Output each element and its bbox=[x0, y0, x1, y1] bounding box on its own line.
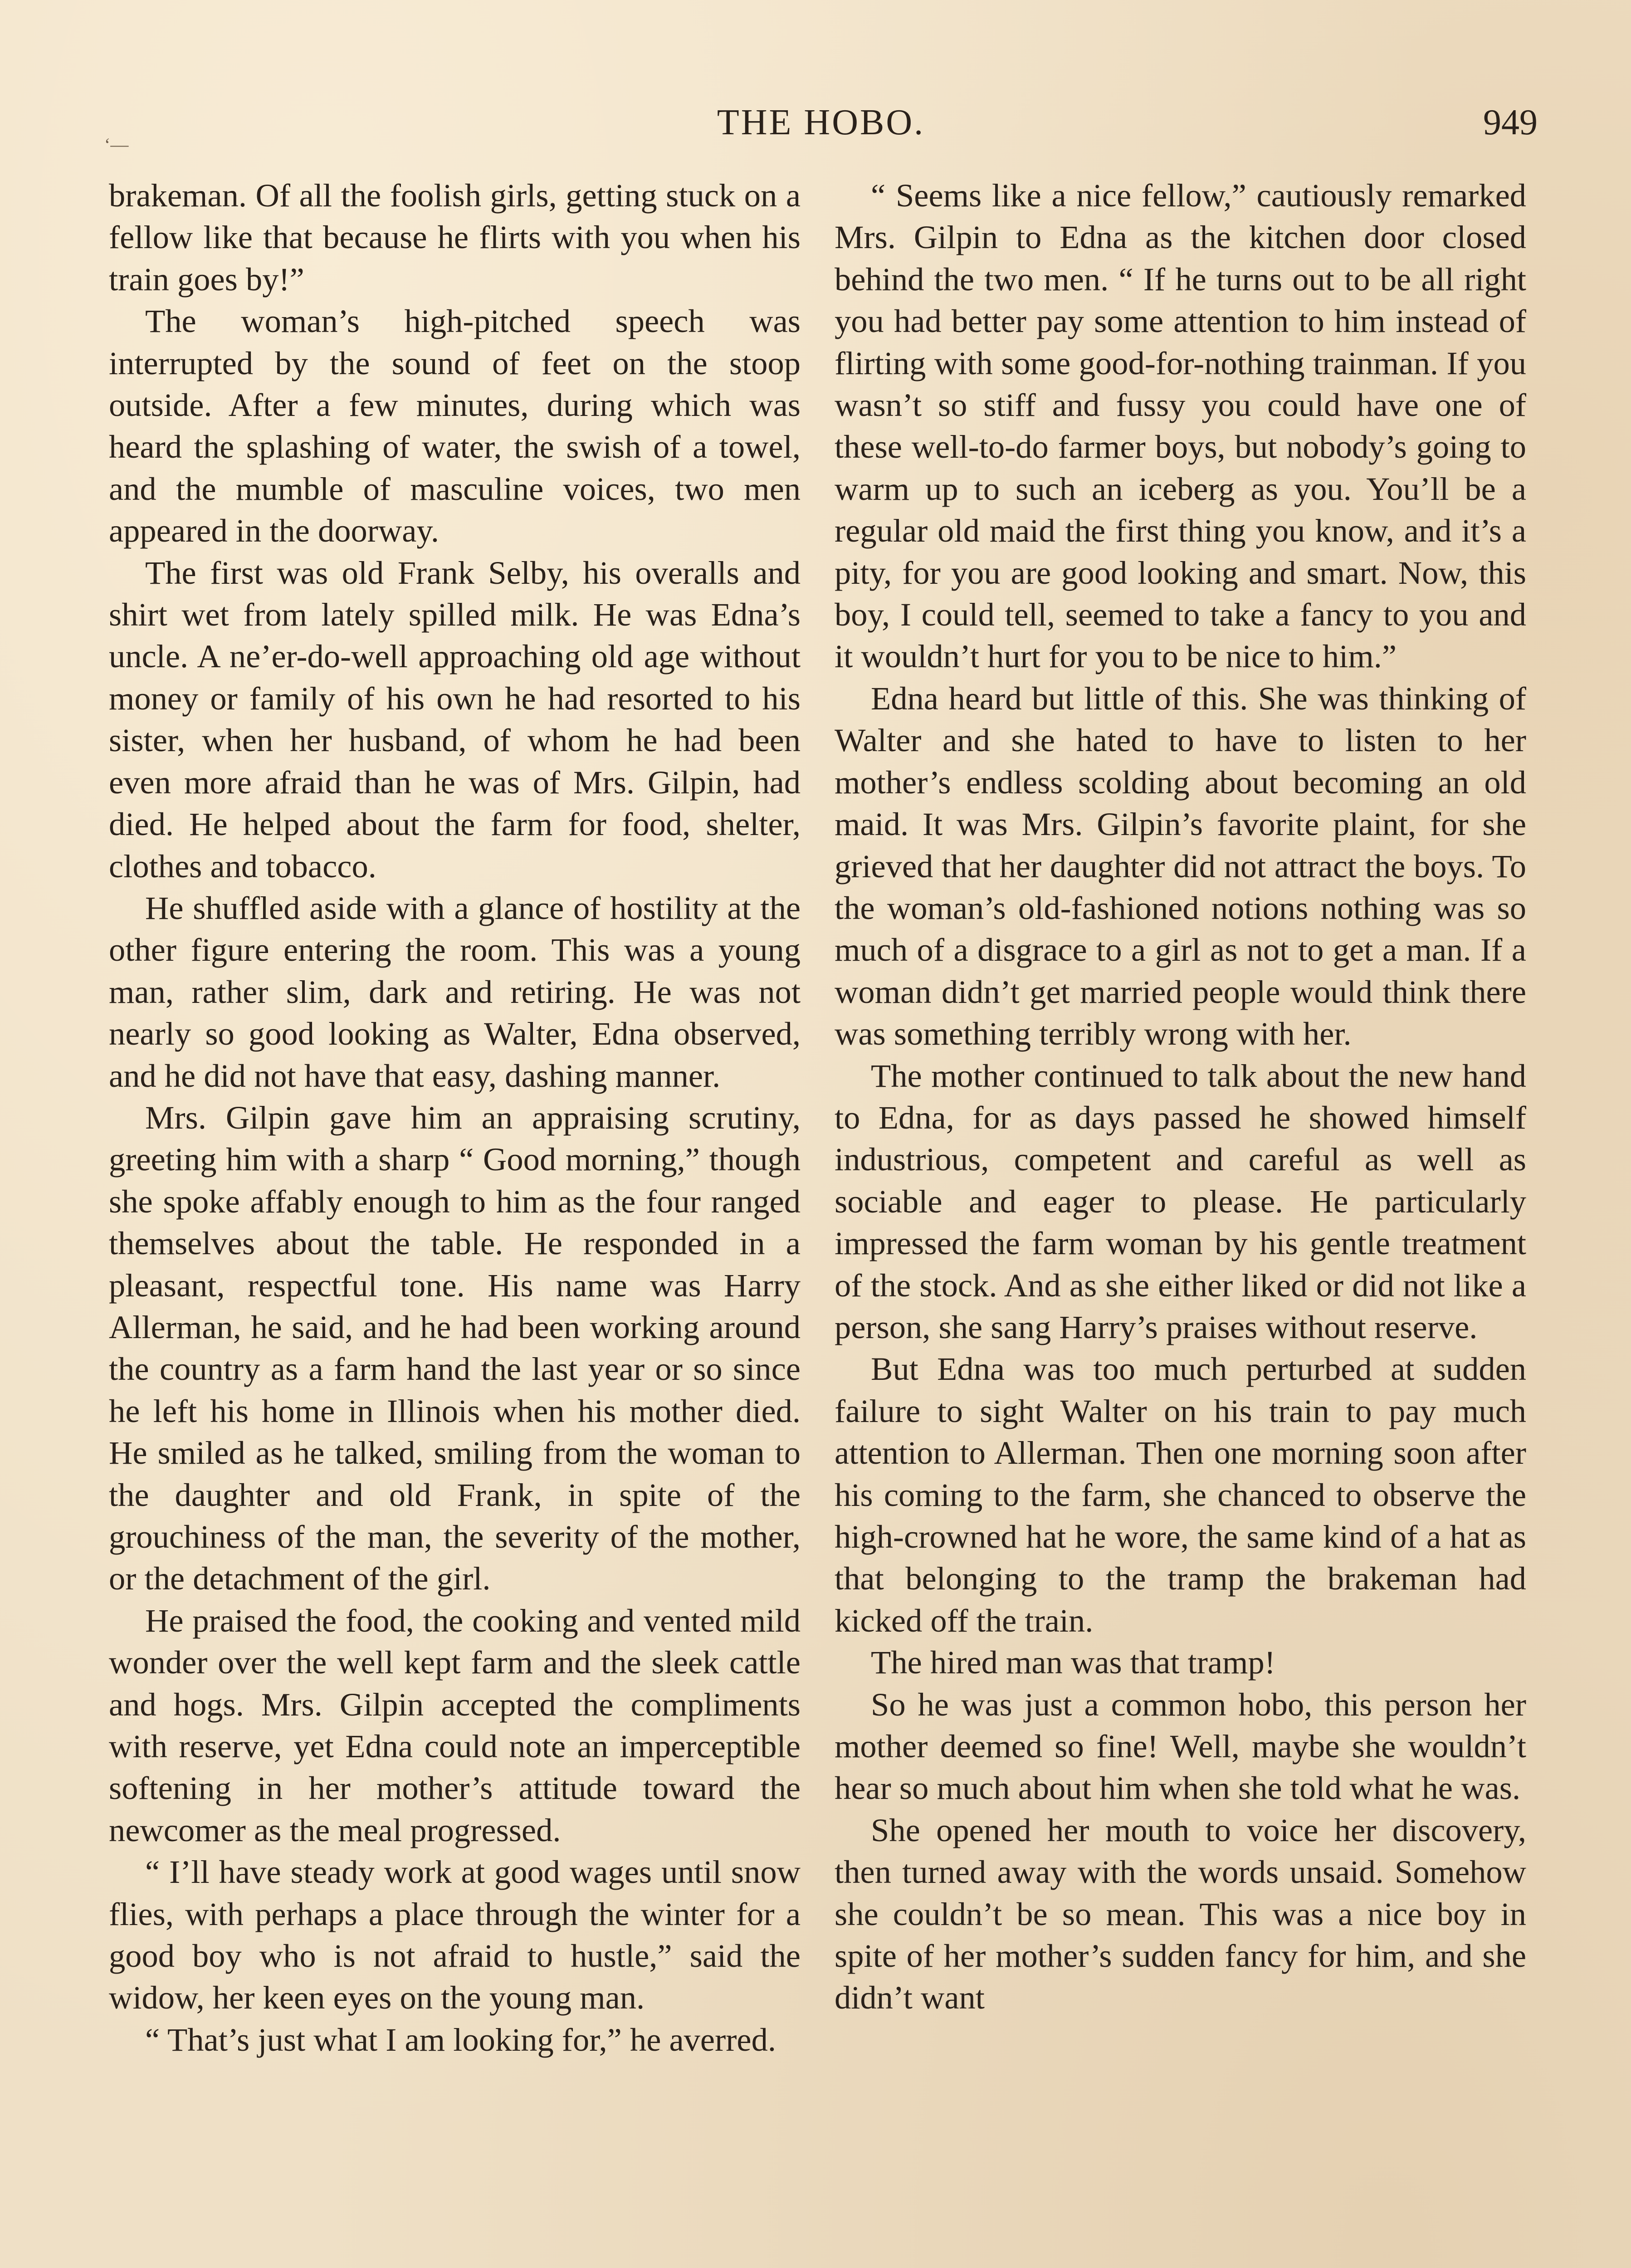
left-column bbox=[109, 175, 801, 2061]
paragraph: Edna heard but little of this. She was thinking of Walter and she hated to have to listen to her mother’s endless scolding about becoming an old maid. It was Mrs. Gilpin’s favorite plaint, for she grieved that her daughter did not attract the boys. To the woman’s old-fashioned notions nothing was so much of a disgrace to a girl as not to get a man. If a woman didn’t get married people would think there was something terribly wrong with her. bbox=[835, 679, 1526, 1052]
paragraph: He praised the food, the cooking and vented mild wonder over the well kept farm and the sleek cattle and hogs. Mrs. Gilpin accepted the compliments with reserve, yet Edna could note an imperceptible softening in her mother’s attitude toward the newcomer as the meal progressed. bbox=[109, 1602, 801, 1848]
paragraph: The woman’s high-pitched speech was interrupted by the sound of feet on the stoop outside. After a few minutes, during which was heard the splashing of water, the swish of a towel, and the mumble of masculine voices, two men appeared in the doorway. bbox=[109, 303, 801, 549]
page-number: 949 bbox=[1483, 103, 1538, 142]
paragraph: She opened her mouth to voice her discovery, then turned away with the words unsaid. Somehow she couldn’t be so mean. This was a nice boy in spite of her mother’s sudden fancy for him, and she didn’t want bbox=[835, 1811, 1526, 2016]
paragraph: So he was just a common hobo, this person her mother deemed so fine! Well, maybe she wouldn’t hear so much about him when she told what he was. bbox=[835, 1686, 1526, 1807]
paragraph: “ That’s just what I am looking for,” he averred. bbox=[145, 2021, 776, 2058]
page-header bbox=[104, 98, 1538, 155]
paragraph: But Edna was too much perturbed at sudden failure to sight Walter on his train to pay much attention to Allerman. Then one morning soon after his coming to the farm, she chanced to observe the high-crowned hat he wore, the same kind of a hat as that belonging to the tramp the brakeman had kicked off the train. bbox=[835, 1350, 1526, 1639]
paragraph: Mrs. Gilpin gave him an appraising scrutiny, greeting him with a sharp “ Good morning,” though she spoke affably enough to him as the four ranged themselves about the table. He responded in a pleasant, respectful tone. His name was Harry Allerman, he said, and he had been working around the country as a farm hand the last year or so since he left his home in Illinois when his mother died. He smiled as he talked, smiling from the woman to the daughter and old Frank, in spite of the grouchiness of the man, the severity of the mother, or the detachment of the girl. bbox=[109, 1099, 801, 1597]
paragraph: He shuffled aside with a glance of hostility at the other figure entering the room. This was a young man, rather slim, dark and retiring. He was not nearly so good looking as Walter, Edna observed, and he did not have that easy, dashing manner. bbox=[109, 889, 801, 1094]
paragraph: brakeman. Of all the foolish girls, getting stuck on a fellow like that because he flirts with you when his train goes by!” bbox=[109, 177, 801, 298]
paragraph: “ I’ll have steady work at good wages until snow flies, with perhaps a place through the winter for a good boy who is not afraid to hustle,” said the widow, her keen eyes on the young man. bbox=[109, 1853, 801, 2016]
paragraph: “ Seems like a nice fellow,” cautiously remarked Mrs. Gilpin to Edna as the kitchen door closed behind the two men. “ If he turns out to be all right you had better pay some attention to him instead of flirting with some good-for-nothing trainman. If you wasn’t so stiff and fussy you could have one of these well-to-do farmer boys, but nobody’s going to warm up to such an iceberg as you. You’ll be a regular old maid the first thing you know, and it’s a pity, for you are good looking and smart. Now, this boy, I could tell, seemed to take a fancy to you and it wouldn’t hurt for you to be nice to him.” bbox=[835, 177, 1526, 675]
right-column bbox=[835, 175, 1526, 2019]
paragraph: The hired man was that tramp! bbox=[871, 1644, 1275, 1681]
running-title: THE HOBO. bbox=[717, 103, 925, 142]
paragraph: The mother continued to talk about the new hand to Edna, for as days passed he showed himself industrious, competent and careful as well as sociable and eager to please. He particularly impressed the farm woman by his gentle treatment of the stock. And as she either liked or did not like a person, she sang Harry’s praises without reserve. bbox=[835, 1057, 1526, 1345]
corner-mark: ‘— bbox=[104, 134, 129, 155]
paragraph: The first was old Frank Selby, his overalls and shirt wet from lately spilled milk. He was Edna’s uncle. A ne’er-do-well approaching old age without money or family of his own he had resorted to his sister, when her husband, of whom he had been even more afraid than he was of Mrs. Gilpin, had died. He helped about the farm for food, shelter, clothes and tobacco. bbox=[109, 554, 801, 885]
